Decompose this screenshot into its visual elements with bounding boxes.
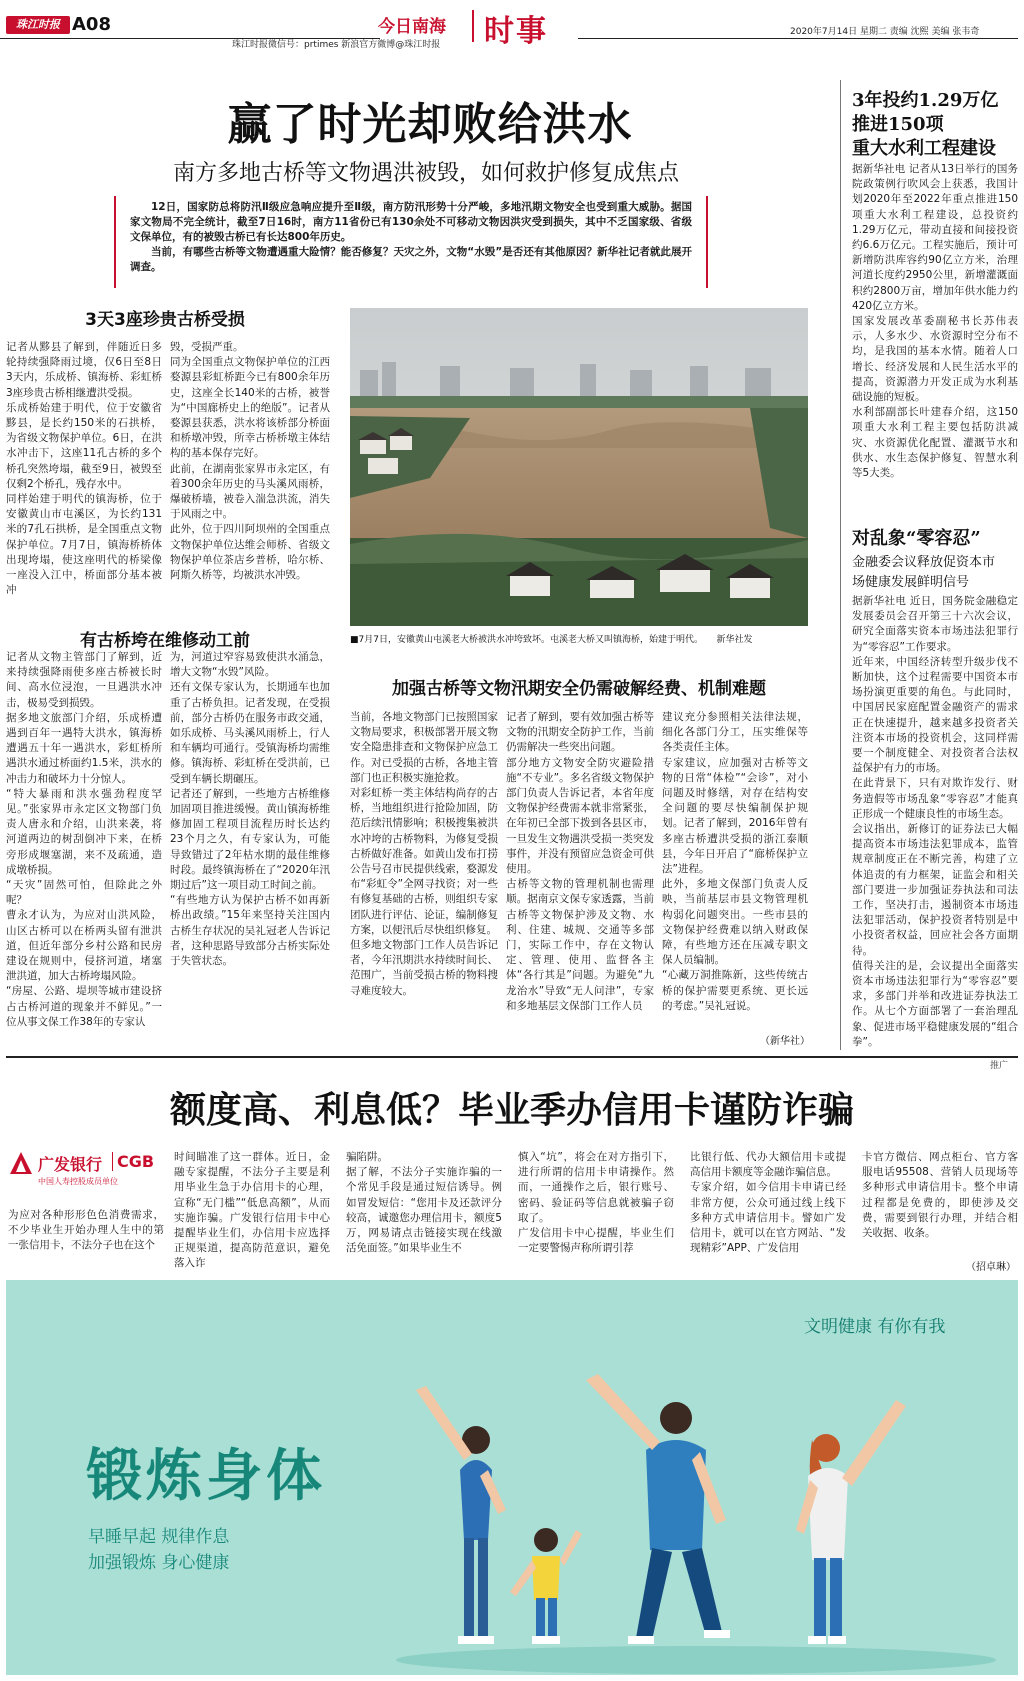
man-figure	[586, 1374, 730, 1644]
psa-banner	[6, 1280, 1018, 1675]
sidebar-story2-body: 据新华社电 近日，国务院金融稳定发展委员会召开第三十六次会议，研究全面落实资本市场违法犯罪行为“零容忍”工作要求。 近年来，中国经济转型升级步伐不断加快，这个过程需要中国资本市场扮演更重要的角色。与此同时，中国居民家庭配置金融资产的需求正在快速提升，越来越多投资者关注资本市场的投资机会，这同样需要一个制度健全、对投资者合法权益保护有力的市场。 在此背景下，只有对欺诈发行、财务造假等市场乱象“零容忍”才能真正形成一个健康良性的市场生态。 会议指出，新修订的证券法已大幅提高资本市场违法犯罪成本，监管规章制度正在不断完善，构建了立体追责的有力框架，证监会和相关部门要进一步加强证券执法和司法工作，坚决打击，遏制资本市场违法犯罪活动，保护投资者特别是中小投资者权益，回应社会各方面期待。 值得关注的是，会议提出全面落实资本市场违法犯罪行为“零容忍”要求，多部门并举和改进证券执法工作。从七个方面部署了一套治理乱象、促进市场平稳健康发展的“组合拳”。	[852, 595, 1018, 1048]
section2-title: 有古桥垮在维修动工前	[80, 631, 250, 651]
sidebar-story2-sub2: 场健康发展鲜明信号	[852, 575, 970, 590]
ad-byline: （招卓琳）	[966, 1262, 1016, 1273]
woman-figure	[416, 1386, 506, 1644]
paper-name: 珠江时报	[16, 18, 60, 31]
page-number: A08	[72, 14, 111, 35]
woman-right-figure	[796, 1400, 906, 1644]
child-figure	[510, 1528, 582, 1644]
date-line: 2020年7月14日 星期二 责编 沈熙 美编 张韦奇	[790, 27, 980, 37]
bank-logo-icon	[8, 1150, 34, 1176]
contact-line: 珠江时报微信号：prtimes 新浪官方微博@珠江时报	[232, 40, 441, 50]
lead-intro-p2: 当前，有哪些古桥等文物遭遇重大险情？能否修复？天灾之外，文物“水毁”是否还有其他原因？新华社记者就此展开调查。	[130, 246, 692, 273]
lead-subheadline: 南方多地古桥等文物遇洪被毁，如何救护修复成焦点	[172, 161, 679, 186]
section2-col2: 为，河道过窄容易致使洪水涌急，增大文物“水毁”风险。 还有文保专家认为，长期通车也加重了古桥负担。记者发现，在受损前，部分古桥仍在服务市政交通，如乐成桥、马头溪风雨桥上，行人和车辆均可通行。受镇海桥均需维修。镇海桥、彩虹桥在受洪前，已受到车辆长期碾压。 记者还了解到，一些地方古桥维修加固项目推进缓慢。黄山镇海桥维修加固工程项目流程历时长达约23个月之久，有专家认为，可能导致错过了2年枯水期的最佳维修时段。最终镇海桥在了“2020年汛期过后”这一项目动工时间之前。 “有些地方认为保护古桥不如再新桥出政绩。”15年来坚持关注国内古桥生存状况的吴礼冠老人告诉记者，这种思路导致部分古桥实际处于失管状态。	[170, 651, 330, 968]
ad-col5: 比银行低、代办大额信用卡或提高信用卡额度等金融诈骗信息。 专家介绍，如今信用卡申请已经非常方便，公众可通过线上线下多种方式申请信用卡。譬如广发信用卡，就可以在官方网站、“发现精彩”APP、广发信用	[690, 1151, 846, 1255]
flood-photo-image	[350, 308, 808, 626]
section1-col1: 记者从黟县了解到，伴随近日多轮持续强降雨过境，仅6日至8日3天内，乐成桥、镇海桥、彩虹桥3座珍贵古桥相继遭洪受损。 乐成桥始建于明代，位于安徽省黟县，是长约150米的石拱桥，为省级文物保护单位。6日，在洪水冲击下，这座11孔古桥的多个桥孔突然垮塌，截至9日，被毁至仅剩2个桥孔，残存水中。 同样始建于明代的镇海桥，位于安徽黄山市屯溪区，为长约131米的7孔石拱桥，是全国重点文物保护单位。7月7日，镇海桥桥体出现垮塌，使这座明代的桥梁像一座没入江中，桥面部分基本被冲	[6, 341, 162, 597]
bank-code: CGB	[112, 1152, 154, 1171]
section3-col1: 当前，各地文物部门已按照国家文物局要求，积极部署开展文物安全隐患排查和文物保护应急工作。对已受损的古桥，各地主管部门也正积极实施抢救。 对彩虹桥一类主体结构尚存的古桥，当地组织进行抢险加固，防范后续汛情影响；积极搜集被洪水冲垮的古桥物料，为修复受损古桥做好准备。如黄山发布打捞公告号召市民提供线索，婺源发布“彩虹令”全网寻找资；对一些有修复基础的古桥，则组织专家团队进行评估、论证，编制修复方案，以便汛后尽快组织修复。 但多地文物部门工作人员告诉记者，今年汛期洪水持续时间长、范围广，当前受损古桥的物料搜寻难度较大。	[350, 711, 498, 997]
section2-col1: 记者从文物主管部门了解到，近来持续强降雨使多座古桥被长时间、高水位浸泡，一旦遇洪水冲击，极易受到损毁。 据多地文旅部门介绍，乐成桥遭遇到百年一遇特大洪水，镇海桥遭遇五十年一遇洪水，彩虹桥所遇洪水通过桥面约1.5米，洪水的冲击力和破坏力十分惊人。 “特大暴雨和洪水强劲程度罕见。”张家界市永定区文物部门负责人唐永和介绍，山洪来袭，将河道两边的树刮倒冲下来，在桥旁形成堰塞湖，来不及疏通，造成墩桥损。 “天灾”固然可怕，但除此之外呢？ 曹永才认为，为应对山洪风险，山区古桥可以在桥两头留有泄洪道，但近年部分乡村公路和民房建设在规则中，侵挤河道，堵塞泄洪道，加大古桥垮塌风险。 “房屋、公路、堤坝等城市建设挤占古桥河道的现象并不鲜见。”一位从事文保工作38年的专家认	[6, 651, 162, 1028]
photo-caption: ■7月7日，安徽黄山屯溪老大桥被洪水冲垮致坏。屯溪老大桥又叫镇海桥，始建于明代。 新华社发	[350, 635, 753, 645]
bank-logo	[8, 1148, 168, 1206]
masthead	[0, 0, 1024, 52]
flood-photo	[350, 308, 808, 626]
section3-title: 加强古桥等文物汛期安全仍需破解经费、机制难题	[392, 679, 766, 699]
column-rule	[840, 80, 841, 1050]
ad-col2: 时间瞄准了这一群体。近日，金融专家提醒，不法分子主要是利用毕业生急于办信用卡的心理，宣称“无门槛”“低息高额”，从而实施诈骗。广发银行信用卡中心提醒毕业生们，办信用卡应选择正规渠道，提高防范意识，避免落入诈	[174, 1151, 330, 1270]
section-kicker: 今日南海	[378, 17, 446, 37]
lead-headline: 赢了时光却败给洪水	[227, 99, 633, 150]
ad-col3: 骗陷阱。 据了解，不法分子实施诈骗的一个常见手段是通过短信诱导。例如冒发短信：“您用卡及还款评分较高，诚邀您办理信用卡，额度5万，网易请点击链接实现在线激活免面签。”如果毕业生不	[346, 1151, 502, 1255]
ad-headline: 额度高、利息低？毕业季办信用卡谨防诈骗	[169, 1090, 854, 1131]
psa-slogan: 文明健康 有你有我	[804, 1317, 946, 1337]
psa-line2: 加强锻炼 身心健康	[88, 1553, 230, 1573]
section3-col2: 记者了解到，要有效加强古桥等文物的汛期安全防护工作，当前仍需解决一些突出问题。 部分地方文物安全防灾避险措施“不专业”。多名省级文物保护部门负责人告诉记者，本省年度文物保护经费需本就非常紧张，在年初已全部下拨到各县区市，一旦发生文物遇洪受损一类突发事件，并没有预留应急资金可供使用。 古桥等文物的管理机制也需理顺。据南京文保专家透露，当前古桥等文物保护涉及文物、水利、住建、城规、交通等多部门，实际工作中，存在文物认定、管理、使用、监督各主体“各行其是”问题。为避免“九龙治水”导致“无人问津”，专家和多地基层文保部门工作人员	[506, 711, 654, 1012]
sidebar-story2-title: 对乱象“零容忍”	[852, 528, 981, 549]
bank-tagline: 中国人寿控股成员单位	[38, 1177, 118, 1186]
ad-tag: 推广	[990, 1061, 1009, 1071]
ad-col4: 慎入“坑”，将会在对方指引下，进行所谓的信用卡申请操作。然而，一通操作之后，银行账号、密码、验证码等信息就被骗子窃取了。 广发信用卡中心提醒，毕业生们一定要警惕声称所谓引荐	[518, 1151, 674, 1255]
exercising-family-illustration	[376, 1330, 1016, 1670]
sidebar-story1-body: 据新华社电 记者从13日举行的国务院政策例行吹风会上获悉，我国计划2020年至2022年重点推进150项重大水利工程建设，总投资约1.29万亿元，带动直接和间接投资约6.6万亿元。工程实施后，预计可新增防洪库容约90亿立方米，治理河道长度约2950公里，新增灌溉面积约2800万亩，增加年供水能力约420亿立方米。 国家发展改革委副秘书长苏伟表示，人多水少、水资源时空分布不均，是我国的基本水情。随着人口增长、经济发展和人民生活水平的提高，资源潜力开发正成为水利基础设施的短板。 水利部副部长叶建春介绍，这150项重大水利工程主要包括防洪减灾、水资源优化配置、灌溉节水和供水、水生态保护修复、智慧水利等5大类。	[852, 163, 1018, 480]
sidebar-story1-title-l2: 推进150项	[852, 114, 944, 135]
ad-col6: 卡官方微信、网点柜台、官方客服电话95508、营销人员现场等多种形式申请信用卡。整个申请过程都是免费的，即使涉及交费，需要到银行办理，并结合相关收据、收条。	[862, 1151, 1018, 1240]
lead-byline: （新华社）	[760, 1036, 810, 1047]
lead-intro-box	[114, 196, 708, 288]
section3-col3: 建议充分参照相关法律法规，细化各部门分工，压实维保等各类责任主体。 专家建议，应加强对古桥等文物的日常“体检”“会诊”，对小问题及时修缮，对存在结构安全问题的要尽快编制保护规划。记者了解到，2016年曾有多座古桥遭洪受损的浙江泰顺县，今年日开启了“廊桥保护立法”进程。 此外，多地文保部门负责人反映，当前基层市县文物管理机构弱化问题突出。一些市县的文物保护经费难以纳入财政保障，有些地方还在压减专职文保人员编制。 “心藏万洞推陈新，这些传统古桥的保护需要更系统、更长远的考虑。”吴礼冠说。	[662, 711, 808, 1012]
psa-line1: 早睡早起 规律作息	[88, 1527, 230, 1547]
lead-intro-p1: 12日，国家防总将防汛Ⅱ级应急响应提升至Ⅱ级，南方防汛形势十分严峻，多地汛期文物安全也受到重大威胁。据国家文物局不完全统计，截至7日16时，南方11省份已有130余处不可移动文物因洪灾受到损失，其中不乏国家级、省级文保单位，有的被毁古桥已有长达800年历史。	[130, 201, 692, 243]
section1-col2: 毁，受损严重。 同为全国重点文物保护单位的江西婺源县彩虹桥距今已有800余年历史，这座全长140米的古桥，被誉为“中国廊桥史上的绝版”。记者从婺源县获悉，洪水将该桥部分桥面和桥墩冲毁，所幸古桥桥墩主体结构的基本保存完好。 此前，在湖南张家界市永定区，有着300余年历史的马头溪风雨桥，爆破桥墙，被卷入湍急洪流，消失于风雨之中。 此外，位于四川阿坝州的全国重点文物保护单位达维会师桥、省级文物保护单位茶店乡普桥，哈尔桥、阿斯久桥等，均被洪水冲毁。	[170, 341, 330, 582]
sidebar-story2-sub1: 金融委会议释放促资本市	[852, 555, 996, 570]
sidebar-story1-title-l3: 重大水利工程建设	[852, 138, 996, 159]
ad-col1: 为应对各种形形色色消费需求，不少毕业生开始办理人生中的第一张信用卡，不法分子也在这个	[8, 1209, 164, 1252]
section1-title: 3天3座珍贵古桥受损	[85, 310, 245, 330]
bank-name: 广发银行	[38, 1155, 103, 1174]
paper-logo	[6, 16, 70, 34]
psa-title: 锻炼身体	[86, 1444, 326, 1509]
section-divider	[472, 10, 474, 42]
section-title: 时事	[484, 14, 548, 49]
sidebar-story1-title-l1: 3年投约1.29万亿	[852, 90, 999, 111]
